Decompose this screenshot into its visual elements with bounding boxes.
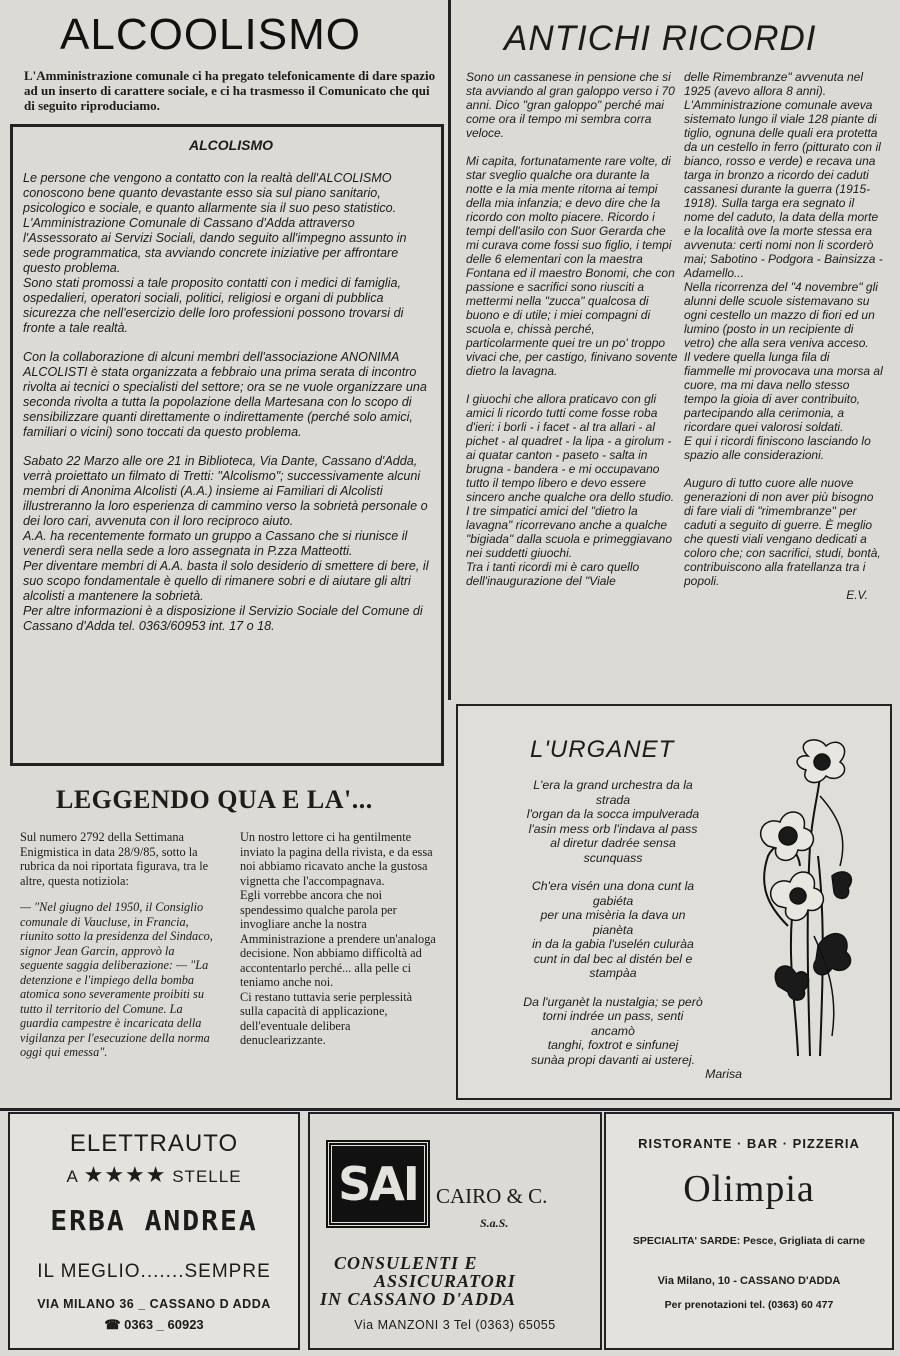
elettrauto-phone-line: [10, 1317, 298, 1333]
poppy-flower-illustration: [748, 736, 878, 1056]
sai-type: S.a.S.: [480, 1216, 509, 1230]
elettrauto-phone: 0363 _ 60923: [124, 1317, 204, 1332]
olimpia-address: Via Milano, 10 - CASSANO D'ADDA: [657, 1275, 841, 1287]
sai-line3: IN CASSANO D'ADDA: [320, 1289, 517, 1309]
ricordi-paragraph: Mi capita, fortunatamente rare volte, di star sveglio qualche ora durante la notte e la mia mente ritorna ai tempi della mia infanzia; e devo dire che la ricordo con molto piacere. Ricordo i tempi dell'asilo con Suor Gerarda che mi curava come fossi suo figlio, i tempi delle 6 elementari con la maestra Fontana ed il maestro Bonomi, che con passione e sacrifici sono riusciti a mettermi nella "zucca" qualcosa di buono e di utile; i miei compagni di scuola e, chissà perché, particolarmente quei tre un po' troppo vivaci che, per castigo, finivano sovente dietro la lavagna.: [466, 154, 678, 378]
alcolismo-box-title: ALCOLISMO: [189, 137, 273, 153]
poem-line: Ch'era visén una dona cunt la: [531, 879, 695, 893]
ricordi-paragraph: E qui i ricordi finiscono lasciando lo spazio alle considerazioni.: [684, 434, 871, 462]
alcolismo-paragraph: Sabato 22 Marzo alle ore 21 in Biblioteca, Via Dante, Cassano d'Adda, verrà proiettato un filmato di Tretti: "Alcolismo"; successivamente alcuni membri di Anonima Alcolisti (A.A.) insieme ai Familiari di Alcolisti illustreranno la loro esperienza di cammino verso la sobrietà personale o dei loro cari, avvenuta con il loro reciproco aiuto.: [23, 454, 428, 528]
poem-line: strada: [595, 792, 631, 807]
alcolismo-paragraph: A.A. ha recentemente formato un gruppo a Cassano che si riunisce il venerdì sera nella sede a loro assegnata in P.zza Matteotti.: [23, 529, 408, 558]
alcolismo-paragraphs: [23, 171, 431, 634]
poem-line: stampàa: [589, 966, 637, 980]
leggendo-paragraph: Ci restano tuttavia serie perplessità sulla capacità di applicazione, dell'eventuale delibera denuclearizzante.: [240, 989, 413, 1047]
poem-line: pianèta: [592, 922, 634, 937]
urganet-box: [456, 704, 892, 1100]
alcolismo-paragraph: Sono stati promossi a tale proposito contatti con i medici di famiglia, ospedalieri, operatori sociali, politici, religiosi e organi di pubblica sicurezza che nell'esercizio delle loro professioni possono trovarsi di fronte a tale realtà.: [23, 276, 404, 335]
column-divider: [448, 0, 451, 700]
stars-icon: ★★★★: [83, 1162, 167, 1187]
urganet-stanza: [478, 995, 748, 1068]
sai-tagline: [320, 1254, 594, 1308]
urganet-title: L'URGANET: [530, 736, 675, 763]
alcoolismo-title: ALCOOLISMO: [60, 10, 361, 59]
poem-line: sunàa propi davanti ai usterej.: [530, 1052, 696, 1067]
ricordi-paragraph: Nella ricorrenza del "4 novembre" gli alunni delle scuole sistemavano su ogni cestello un mazzo di fiori ed un lumino (posto in un recipiente di vetro) che alla sera veniva acceso.: [684, 280, 878, 350]
alcolismo-box: [10, 124, 444, 766]
alcolismo-paragraph: Per diventare membri di A.A. basta il solo desiderio di smettere di bere, il suo scopo fondamentale è quello di rimanere sobri e di aiutare gli altri alcolisti a mantenere la sobrietà.: [23, 559, 429, 603]
urganet-poem: [478, 778, 748, 1082]
leggendo-col1: [20, 830, 220, 1060]
sai-line1: CONSULENTI E: [334, 1253, 478, 1273]
poem-line: per una misèria la dava un: [540, 908, 686, 922]
urganet-stanza: [478, 778, 748, 865]
poem-line: gabiéta: [592, 893, 634, 908]
ricordi-col2: [684, 70, 884, 603]
leggendo-quote: — "Nel giugno del 1950, il Consiglio comunale di Vaucluse, in Francia, riunito sotto la presidenza del Sindaco, signor Jean Garcin, approvò la seguente saggia deliberazione: — "La detenzione e l'impiego della bomba atomica sono severamente proibiti su tutto il territorio del Comune. La guardia campestre è incaricata della vigilanza per l'esecuzione della norma oggi qui emessa".: [20, 900, 213, 1059]
leggendo-paragraph: Un nostro lettore ci ha gentilmente inviato la pagina della rivista, e da essa noi abbiamo ricavato anche la gustosa vignetta che l'accompagnava.: [240, 830, 433, 888]
poem-line: L'era la grand urchestra da la: [533, 778, 693, 792]
elettrauto-heading: ELETTRAUTO: [69, 1130, 239, 1157]
ad-elettrauto: [8, 1112, 300, 1350]
sai-company: CAIRO & C.: [436, 1184, 548, 1208]
ricordi-title: ANTICHI RICORDI: [504, 19, 817, 58]
ad-sai: [308, 1112, 602, 1350]
alcolismo-paragraph: Per altre informazioni è a disposizione il Servizio Sociale del Comune di Cassano d'Adda tel. 0363/60953 int. 17 o 18.: [23, 604, 423, 633]
poem-line: in da la gabia l'uselén culuràa: [532, 937, 694, 951]
poem-line: cunt in dal bec al distén bel e: [533, 951, 693, 966]
poem-line: al diretur dadrée sensa: [550, 836, 676, 850]
olimpia-header: RISTORANTE · BAR · PIZZERIA: [638, 1136, 860, 1151]
phone-icon: ☎: [104, 1317, 125, 1332]
ricordi-paragraph: Tra i tanti ricordi mi è caro quello dell'inaugurazione del "Viale: [466, 560, 640, 588]
sai-address: Via MANZONI 3 Tel (0363) 65055: [354, 1318, 556, 1332]
section-divider-bottom: [0, 1108, 900, 1111]
poem-line: torni indrée un pass, senti: [542, 1009, 684, 1023]
sai-line2: ASSICURATORI: [374, 1271, 516, 1291]
ricordi-paragraph: Sono un cassanese in pensione che si sta avviando al gran galoppo verso i 70 anni. Dico "gran galoppo" perché mai come ora il tempo mi sembra corra veloce.: [466, 70, 675, 140]
alcolismo-paragraph: Le persone che vengono a contatto con la realtà dell'ALCOLISMO conoscono bene quanto devastante esso sia sul piano sanitario, psicologico e sociale, e quanto allarmente sia il suo peso statistico.: [23, 171, 397, 215]
elettrauto-a: A: [66, 1167, 78, 1186]
elettrauto-stelle: STELLE: [172, 1167, 242, 1186]
poem-line: scunquass: [583, 850, 643, 865]
poem-line: tanghi, foxtrot e sinfunej: [547, 1038, 679, 1052]
alcoolismo-intro: L'Amministrazione comunale ci ha pregato telefonicamente di dare spazio ad un inserto di carattere sociale, e ci ha trasmesso il Comunicato che qui di seguito riproduciamo.: [24, 68, 436, 113]
ricordi-signature: E.V.: [846, 588, 868, 602]
ricordi-col1: [466, 70, 678, 588]
alcolismo-paragraph: L'Amministrazione Comunale di Cassano d'Adda attraverso l'Assessorato ai Servizi Sociali, dando seguito all'impegno assunto in sede programmatica, sta avviando concrete iniziative per affrontare questo problema.: [23, 216, 407, 275]
ricordi-paragraph: delle Rimembranze" avvenuta nel 1925 (avevo allora 8 anni). L'Amministrazione comunale aveva sistemato lungo il viale 128 piante di tiglio, ognuna delle quali era protetta da un cestello in ferro (pitturato con il bianco, rosso e verde) e recava una targa in bronzo a ricordo dei caduti cassanesi durante la guerra (1915-1918). Sulla targa era segnato il nome del caduto, la data della morte e la località ove la morte stessa era avvenuta: certi nomi non li scorderò mai; Sabotino - Podgora - Bainsizza - Adamello...: [684, 70, 883, 280]
urganet-stanza: [478, 879, 748, 981]
leggendo-intro: Sul numero 2792 della Settimana Enigmistica in data 28/9/85, sotto la rubrica da noi riportata figurava, tra le altre, questa notiziola:: [20, 830, 209, 888]
leggendo-title: LEGGENDO QUA E LA'...: [56, 785, 373, 814]
ricordi-paragraph: I tre simpatici amici del "dietro la lavagna" ricorrevano anche a qualche "bigiada" dalla scuola e primeggiavano nei suddetti giuochi.: [466, 504, 672, 560]
elettrauto-name: ERBA ANDREA: [50, 1204, 258, 1237]
ricordi-paragraph: Auguro di tutto cuore alle nuove generazioni di non aver più bisogno di fare viali di "rimembranze" per caduti a seguito di guerre. È meglio che questi viali vengano dedicati a coloro che; con sacrifici, studi, bontà, contribuiscono alla fratellanza tra i popoli.: [684, 476, 881, 588]
poem-line: Da l'urganèt la nustalgia; se però: [523, 994, 703, 1009]
leggendo-paragraph: Egli vorrebbe ancora che noi spendessimo qualche parola per invogliare anche la nostra Amministrazione a prendere un'analoga decisione. Non abbiamo difficoltà ad accontentarlo perché... alla pelle ci teniamo anche noi.: [240, 888, 436, 989]
ad-olimpia: [604, 1112, 894, 1350]
urganet-author: Marisa: [705, 1067, 742, 1081]
ricordi-paragraph: I giuochi che allora praticavo con gli amici li ricordo tutti come fosse roba d'ieri: i borli - i facet - al tra allari - al pichet - al quadret - la lipa - a girolum - ai quatar canton - paseto - salta in brugna - bandera - e mi occupavano tutto il tempo libero e devo essere sincero anche qualche ora dello studio.: [466, 392, 675, 504]
alcolismo-paragraph: Con la collaborazione di alcuni membri dell'associazione ANONIMA ALCOLISTI è stata organizzata a febbraio una prima serata di incontro rivolta ai tecnici o specialisti del settore; ora se ne vuole organizzare una seconda rivolta a tutta la popolazione della Martesana con lo scopo di sensibilizzare quanti direttamente o indirettamente (perché solo amici, familiari o vicini) sono toccati da questo problema.: [23, 350, 427, 439]
olimpia-booking: Per prenotazioni tel. (0363) 60 477: [664, 1299, 834, 1311]
elettrauto-stars-line: [10, 1162, 298, 1188]
sai-logo: SAI: [328, 1142, 428, 1226]
elettrauto-address: VIA MILANO 36 _ CASSANO D ADDA: [37, 1297, 271, 1311]
elettrauto-slogan: IL MEGLIO.......SEMPRE: [37, 1261, 271, 1282]
leggendo-col2: [240, 830, 438, 1048]
poem-line: l'organ da la socca impulverada: [526, 807, 700, 821]
poem-line: l'asin mess orb l'indava al pass: [528, 821, 698, 836]
poem-line: ancamò: [591, 1023, 635, 1038]
olimpia-specialty: SPECIALITA' SARDE: Pesce, Grigliata di carne: [632, 1235, 866, 1247]
olimpia-name: Olimpia: [683, 1168, 815, 1210]
ricordi-paragraph: Il vedere quella lunga fila di fiammelle mi provocava una morsa al cuore, ma mi dava nello stesso tempo la gioia di aver contribuito, partecipando alla cerimonia, a ricordare quei valorosi soldati.: [684, 350, 883, 434]
